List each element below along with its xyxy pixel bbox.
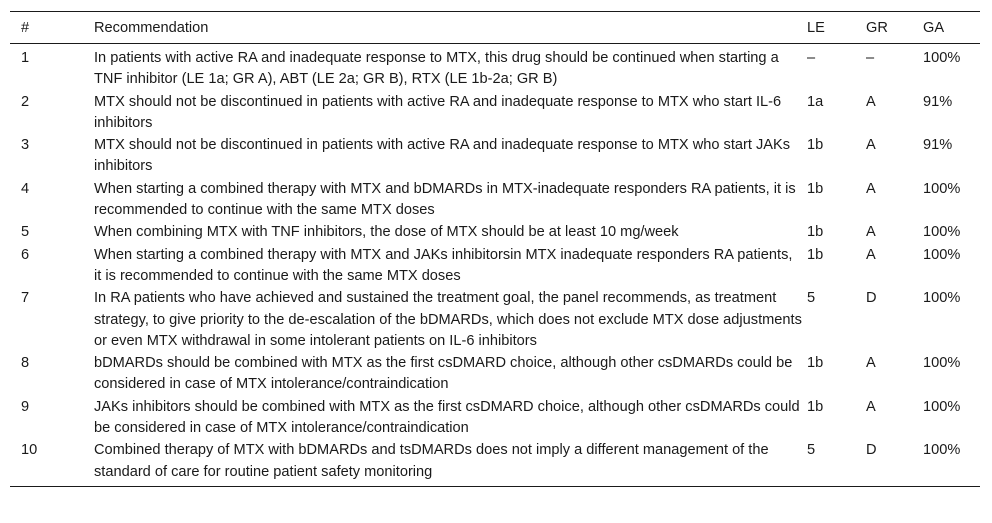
row-recommendation-cell xyxy=(94,353,807,397)
row-grade-of-agreement: 100% xyxy=(923,224,961,241)
row-grade-of-recommendation-cell xyxy=(866,92,923,136)
row-grade-of-recommendation: A xyxy=(866,355,876,372)
row-grade-of-recommendation-cell xyxy=(866,135,923,179)
row-number-cell xyxy=(10,353,94,397)
row-recommendation-cell xyxy=(94,397,807,441)
row-level-of-evidence: 1b xyxy=(807,137,824,154)
table-row xyxy=(10,44,980,92)
row-grade-of-recommendation: D xyxy=(866,290,877,307)
row-level-of-evidence: 1b xyxy=(807,180,824,197)
row-level-of-evidence: 5 xyxy=(807,290,816,307)
row-grade-of-agreement-cell xyxy=(923,44,980,92)
table-row xyxy=(10,222,980,244)
row-grade-of-recommendation: – xyxy=(866,50,875,66)
row-level-of-evidence: 1a xyxy=(807,93,824,110)
row-grade-of-recommendation-cell xyxy=(866,288,923,353)
row-number-cell xyxy=(10,44,94,92)
row-recommendation-cell xyxy=(94,245,807,289)
row-grade-of-recommendation-cell xyxy=(866,440,923,486)
row-grade-of-agreement: 100% xyxy=(923,355,961,372)
row-level-of-evidence-cell xyxy=(807,44,866,92)
row-number: 5 xyxy=(21,224,30,241)
row-grade-of-recommendation: A xyxy=(866,137,876,154)
table-row xyxy=(10,135,980,179)
row-recommendation-cell xyxy=(94,135,807,179)
row-grade-of-agreement-cell xyxy=(923,288,980,353)
row-level-of-evidence-cell xyxy=(807,222,866,244)
row-recommendation-cell xyxy=(94,222,807,244)
row-level-of-evidence-cell xyxy=(807,179,866,223)
row-level-of-evidence: – xyxy=(807,50,816,66)
row-number-cell xyxy=(10,135,94,179)
row-recommendation: In RA patients who have achieved and sustained the treatment goal, the panel recommends, as treatment strategy, to give priority to the de-escalation of the bDMARDs, which does not exclude MTX dose adjustments or even MTX withdrawal in some intolerant patients on IL-6 inhibitors xyxy=(94,290,802,349)
row-number: 1 xyxy=(21,50,30,66)
row-recommendation: Combined therapy of MTX with bDMARDs and tsDMARDs does not imply a different management of the standard of care for routine patient safety monitoring xyxy=(94,442,769,480)
row-number: 9 xyxy=(21,398,30,415)
header-number: # xyxy=(10,12,94,44)
header-level-of-evidence: LE xyxy=(807,12,866,44)
row-grade-of-recommendation: A xyxy=(866,398,876,415)
table-row xyxy=(10,288,980,353)
row-grade-of-agreement: 100% xyxy=(923,246,961,263)
row-grade-of-agreement: 100% xyxy=(923,442,961,459)
row-grade-of-recommendation: A xyxy=(866,246,876,263)
row-grade-of-agreement-cell xyxy=(923,353,980,397)
row-grade-of-agreement: 91% xyxy=(923,137,953,154)
row-grade-of-recommendation: A xyxy=(866,93,876,110)
row-number-cell xyxy=(10,288,94,353)
row-number-cell xyxy=(10,179,94,223)
header-row xyxy=(10,12,980,44)
row-grade-of-recommendation: D xyxy=(866,442,877,459)
row-level-of-evidence: 5 xyxy=(807,442,816,459)
row-grade-of-agreement: 100% xyxy=(923,290,961,307)
row-grade-of-agreement-cell xyxy=(923,222,980,244)
row-level-of-evidence: 1b xyxy=(807,224,824,241)
row-grade-of-agreement-cell xyxy=(923,179,980,223)
row-grade-of-recommendation-cell xyxy=(866,397,923,441)
row-grade-of-agreement-cell xyxy=(923,440,980,486)
row-number: 10 xyxy=(21,442,38,459)
table-body xyxy=(10,44,980,487)
row-recommendation: MTX should not be discontinued in patients with active RA and inadequate response to MTX who start IL-6 inhibitors xyxy=(94,93,782,131)
row-recommendation: JAKs inhibitors should be combined with MTX as the first csDMARD choice, although other csDMARDs could be considered in case of MTX intolerance/contraindication xyxy=(94,398,800,437)
table-row xyxy=(10,353,980,397)
row-level-of-evidence-cell xyxy=(807,353,866,397)
row-grade-of-agreement-cell xyxy=(923,245,980,289)
recommendations-table xyxy=(10,11,980,487)
row-number-cell xyxy=(10,245,94,289)
row-grade-of-agreement: 100% xyxy=(923,50,961,66)
row-recommendation: MTX should not be discontinued in patients with active RA and inadequate response to MTX who start JAKs inhibitors xyxy=(94,137,791,175)
row-number-cell xyxy=(10,397,94,441)
row-number-cell xyxy=(10,440,94,486)
table-row xyxy=(10,397,980,441)
row-grade-of-recommendation-cell xyxy=(866,44,923,92)
row-level-of-evidence: 1b xyxy=(807,398,824,415)
row-number: 4 xyxy=(21,180,30,197)
row-level-of-evidence-cell xyxy=(807,440,866,486)
row-level-of-evidence-cell xyxy=(807,288,866,353)
row-recommendation-cell xyxy=(94,92,807,136)
row-grade-of-agreement-cell xyxy=(923,92,980,136)
row-level-of-evidence-cell xyxy=(807,245,866,289)
row-level-of-evidence: 1b xyxy=(807,355,824,372)
row-recommendation-cell xyxy=(94,179,807,223)
row-recommendation: When combining MTX with TNF inhibitors, the dose of MTX should be at least 10 mg/week xyxy=(94,224,679,241)
table-header xyxy=(10,12,980,44)
row-recommendation: When starting a combined therapy with MTX and JAKs inhibitorsin MTX inadequate responders RA patients, it is recommended to continue with the same MTX doses xyxy=(94,246,793,284)
row-recommendation-cell xyxy=(94,440,807,486)
row-number-cell xyxy=(10,222,94,244)
row-level-of-evidence-cell xyxy=(807,135,866,179)
row-grade-of-recommendation-cell xyxy=(866,222,923,244)
row-number: 2 xyxy=(21,93,30,110)
header-recommendation: Recommendation xyxy=(94,12,807,44)
row-recommendation-cell xyxy=(94,44,807,92)
row-grade-of-agreement-cell xyxy=(923,135,980,179)
row-number-cell xyxy=(10,92,94,136)
recommendations-table-container xyxy=(10,11,980,487)
row-grade-of-recommendation-cell xyxy=(866,245,923,289)
row-number: 6 xyxy=(21,246,30,263)
row-grade-of-agreement: 100% xyxy=(923,180,961,197)
row-recommendation: bDMARDs should be combined with MTX as the first csDMARD choice, although other csDMARDs could be considered in case of MTX intolerance/contraindication xyxy=(94,355,793,393)
row-number: 7 xyxy=(21,290,30,307)
header-grade-of-agreement: GA xyxy=(923,12,980,44)
table-row xyxy=(10,92,980,136)
row-grade-of-recommendation-cell xyxy=(866,353,923,397)
row-number: 3 xyxy=(21,137,30,154)
row-grade-of-recommendation: A xyxy=(866,224,876,241)
row-grade-of-recommendation: A xyxy=(866,180,876,197)
row-grade-of-agreement: 91% xyxy=(923,93,953,110)
row-recommendation: In patients with active RA and inadequate response to MTX, this drug should be continued when starting a TNF inhibitor (LE 1a; GR A), ABT (LE 2a; GR B), RTX (LE 1b-2a; GR B) xyxy=(94,50,779,88)
row-grade-of-agreement-cell xyxy=(923,397,980,441)
row-number: 8 xyxy=(21,355,30,372)
row-level-of-evidence: 1b xyxy=(807,246,824,263)
row-grade-of-recommendation-cell xyxy=(866,179,923,223)
row-recommendation: When starting a combined therapy with MTX and bDMARDs in MTX-inadequate responders RA patients, it is recommended to continue with the same MTX doses xyxy=(94,180,796,219)
row-level-of-evidence-cell xyxy=(807,92,866,136)
table-row xyxy=(10,440,980,486)
table-row xyxy=(10,245,980,289)
row-recommendation-cell xyxy=(94,288,807,353)
table-row xyxy=(10,179,980,223)
row-level-of-evidence-cell xyxy=(807,397,866,441)
row-grade-of-agreement: 100% xyxy=(923,398,961,415)
header-grade-of-recommendation: GR xyxy=(866,12,923,44)
